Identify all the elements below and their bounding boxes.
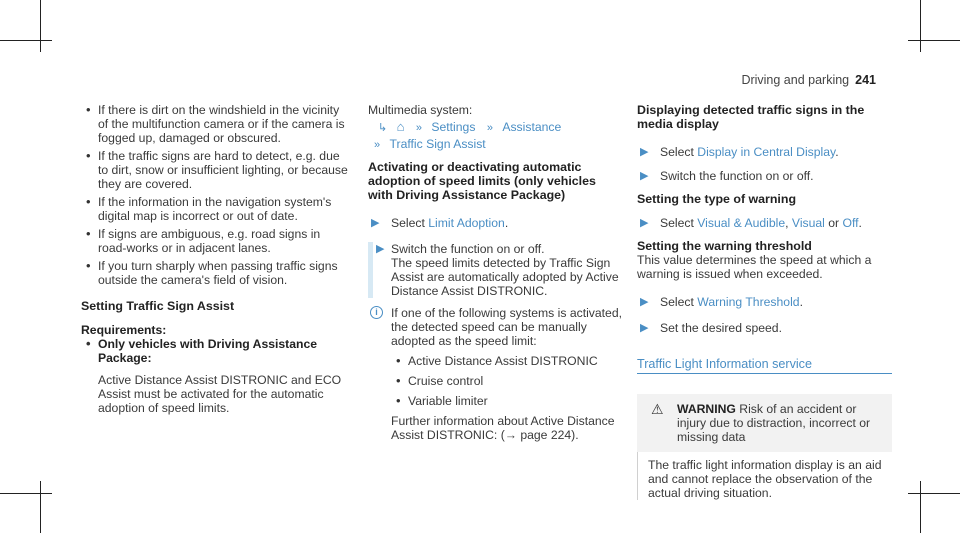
page-header — [741, 73, 876, 87]
crop-mark — [0, 493, 52, 494]
requirement-item: • Only vehicles with Driving Assistance Package: — [81, 337, 351, 365]
step-arrow-icon: ▶ — [640, 296, 649, 308]
section-name: Driving and parking — [741, 73, 850, 87]
double-chevron-icon: » — [374, 139, 381, 151]
column-right — [637, 103, 892, 500]
step-switch-function: ▶ Switch the function on or off. The speed limits detected by Traffic Sign Assist are automatically adopted by Active Distance Assist DISTRONIC. — [368, 242, 623, 298]
path-assistance[interactable]: Assistance — [502, 120, 562, 134]
warning-body: The traffic light information display is an aid and cannot replace the observation of the actual driving situation. — [637, 452, 892, 500]
display-central-link[interactable]: Display in Central Display — [697, 145, 836, 159]
page-number: 241 — [855, 73, 876, 87]
visual-audible-link[interactable]: Visual & Audible — [697, 216, 786, 230]
requirements-label: Requirements: — [81, 323, 167, 337]
warning-box — [637, 394, 892, 452]
crop-mark — [920, 481, 921, 533]
step-arrow-icon: ▶ — [640, 170, 649, 182]
crop-mark — [908, 40, 960, 41]
crop-mark — [908, 493, 960, 494]
further-info: Further information about Active Distance Assist DISTRONIC: (→ page 224). — [391, 414, 615, 442]
requirement-text: Active Distance Assist DISTRONIC and ECO Assist must be activated for the automatic adoption of speed limits. — [98, 373, 342, 415]
crop-mark — [0, 40, 52, 41]
list-item: • If signs are ambiguous, e.g. road signs in road-works or in adjacent lanes. — [81, 227, 351, 255]
step-arrow-icon: ▶ — [371, 217, 380, 229]
path-settings[interactable]: Settings — [431, 120, 476, 134]
home-icon[interactable]: ⌂ — [396, 119, 405, 134]
list-item: • If there is dirt on the windshield in the vicinity of the multifunction camera or if the camera is fogged up, damaged or obscured. — [81, 103, 351, 145]
step-switch-function: ▶ Switch the function on or off. — [640, 169, 814, 183]
list-item: • If you turn sharply when passing traffic signs outside the camera's field of vision. — [81, 259, 351, 287]
step-arrow-icon: ▶ — [640, 322, 649, 334]
threshold-description: This value determines the speed at which a warning is issued when exceeded. — [637, 253, 872, 281]
info-note: i If one of the following systems is activated, the detected speed can be manually adopted as the speed limit: • Active Distance Assist DISTRONIC • Cruise control • Variable limiter Further information about Active Distance Assist DISTRONIC: (→ page 224). — [368, 306, 623, 442]
double-chevron-icon: » — [415, 122, 422, 134]
step-select-warning-type: ▶ Select Visual & Audible, Visual or Off. — [640, 216, 862, 230]
list-item: • If the information in the navigation system's digital map is incorrect or out of date. — [81, 195, 351, 223]
visual-link[interactable]: Visual — [791, 216, 825, 230]
crop-mark — [920, 0, 921, 52]
multimedia-label: Multimedia system: — [368, 103, 473, 117]
warning-header — [647, 402, 882, 444]
path-traffic-sign-assist[interactable]: Traffic Sign Assist — [389, 137, 486, 151]
double-chevron-icon: » — [486, 122, 493, 134]
crop-mark — [40, 481, 41, 533]
list-item: • If the traffic signs are hard to detect, e.g. due to dirt, snow or insufficient lighting, or because they are covered. — [81, 149, 351, 191]
list-item: • Variable limiter — [391, 394, 623, 408]
limit-adoption-link[interactable]: Limit Adoption — [428, 216, 505, 230]
step-set-speed: ▶ Set the desired speed. — [640, 321, 782, 335]
step-select-display: ▶ Select Display in Central Display. — [640, 145, 839, 159]
step-select-limit-adoption: ▶ Select Limit Adoption. — [371, 216, 509, 230]
heading-automatic-adoption: Activating or deactivating automatic adoption of speed limits (only vehicles with Driving Assistance Package) — [368, 160, 596, 202]
step-select-threshold: ▶ Select Warning Threshold. — [640, 295, 803, 309]
warning-text: Risk of an accident or injury due to distraction, incorrect or missing data — [677, 402, 871, 444]
menu-path-continued — [368, 137, 623, 152]
off-link[interactable]: Off — [842, 216, 859, 230]
column-left — [81, 103, 351, 415]
column-middle — [368, 103, 623, 442]
crop-mark — [40, 0, 41, 52]
heading-warning-threshold: Setting the warning threshold — [637, 239, 812, 253]
path-arrow-icon: ↳ — [378, 122, 388, 134]
heading-setting-tsa: Setting Traffic Sign Assist — [81, 299, 235, 313]
list-item: • Active Distance Assist DISTRONIC — [391, 354, 623, 368]
list-item: • Cruise control — [391, 374, 623, 388]
info-icon: i — [370, 306, 383, 319]
heading-display-signs: Displaying detected traffic signs in the media display — [637, 103, 865, 131]
step-arrow-icon: ▶ — [376, 243, 385, 255]
warning-threshold-link[interactable]: Warning Threshold — [697, 295, 800, 309]
warning-label: WARNING — [677, 402, 736, 416]
menu-path — [368, 120, 623, 135]
section-title: Traffic Light Information service — [637, 357, 892, 374]
step-arrow-icon: ▶ — [640, 146, 649, 158]
step-detail: The speed limits detected by Traffic Sign Assist are automatically adopted by Active Distance Assist DISTRONIC. — [391, 256, 619, 298]
step-arrow-icon: ▶ — [640, 217, 649, 229]
heading-type-of-warning: Setting the type of warning — [637, 192, 797, 206]
warning-triangle-icon: ⚠ — [651, 401, 664, 417]
